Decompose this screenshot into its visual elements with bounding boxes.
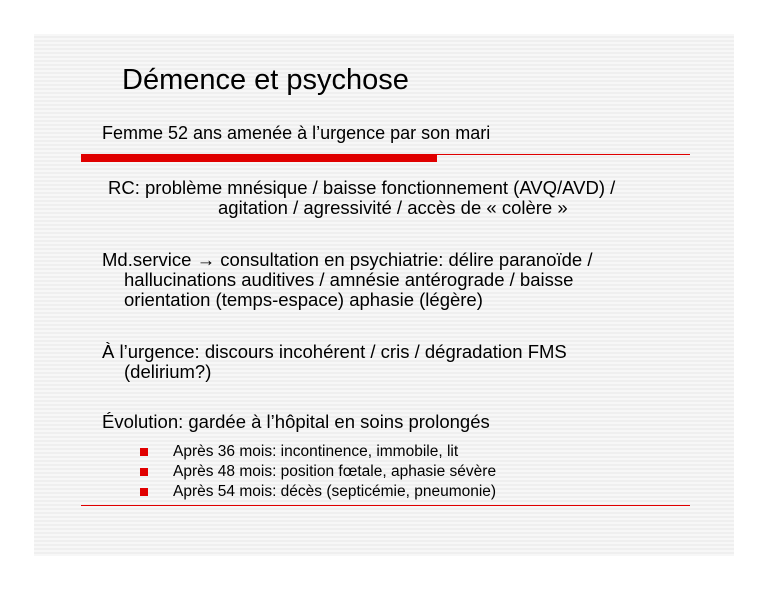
- rc-line-2: agitation / agressivité / accès de « colère »: [218, 197, 568, 218]
- bullet-text: Après 54 mois: décès (septicémie, pneumonie): [173, 483, 497, 500]
- urgence-line-1: À l’urgence: discours incohérent / cris / dégradation FMS: [102, 341, 567, 362]
- square-bullet-icon: [140, 488, 148, 496]
- bullet-text: Après 36 mois: incontinence, immobile, lit: [173, 443, 459, 460]
- square-bullet-icon: [140, 448, 148, 456]
- urgence-line-2: (delirium?): [124, 361, 212, 382]
- title-divider-thin: [437, 154, 690, 155]
- square-bullet-icon: [140, 468, 148, 476]
- paragraph-urgence: [102, 342, 567, 382]
- list-item: [140, 482, 496, 502]
- slide-title: Démence et psychose: [122, 64, 409, 96]
- bullet-text: Après 48 mois: position fœtale, aphasie sévère: [173, 463, 497, 480]
- md-line-1: Md.service → consultation en psychiatrie: délire paranoïde /: [102, 249, 593, 270]
- evolution-bullet-list: [140, 442, 496, 502]
- paragraph-evolution: [102, 412, 490, 432]
- title-divider-thick: [81, 154, 437, 162]
- md-line-3: orientation (temps-espace) aphasie (légère): [124, 289, 483, 310]
- list-item: [140, 442, 496, 462]
- paragraph-rc: [108, 178, 615, 218]
- paragraph-md-service: [102, 250, 593, 310]
- slide-subtitle: Femme 52 ans amenée à l’urgence par son mari: [102, 123, 491, 143]
- list-item: [140, 462, 496, 482]
- evolution-line-1: Évolution: gardée à l’hôpital en soins prolongés: [102, 411, 490, 432]
- md-line-2: hallucinations auditives / amnésie antérograde / baisse: [124, 269, 574, 290]
- rc-line-1: RC: problème mnésique / baisse fonctionnement (AVQ/AVD) /: [108, 177, 616, 198]
- footer-divider: [81, 505, 690, 506]
